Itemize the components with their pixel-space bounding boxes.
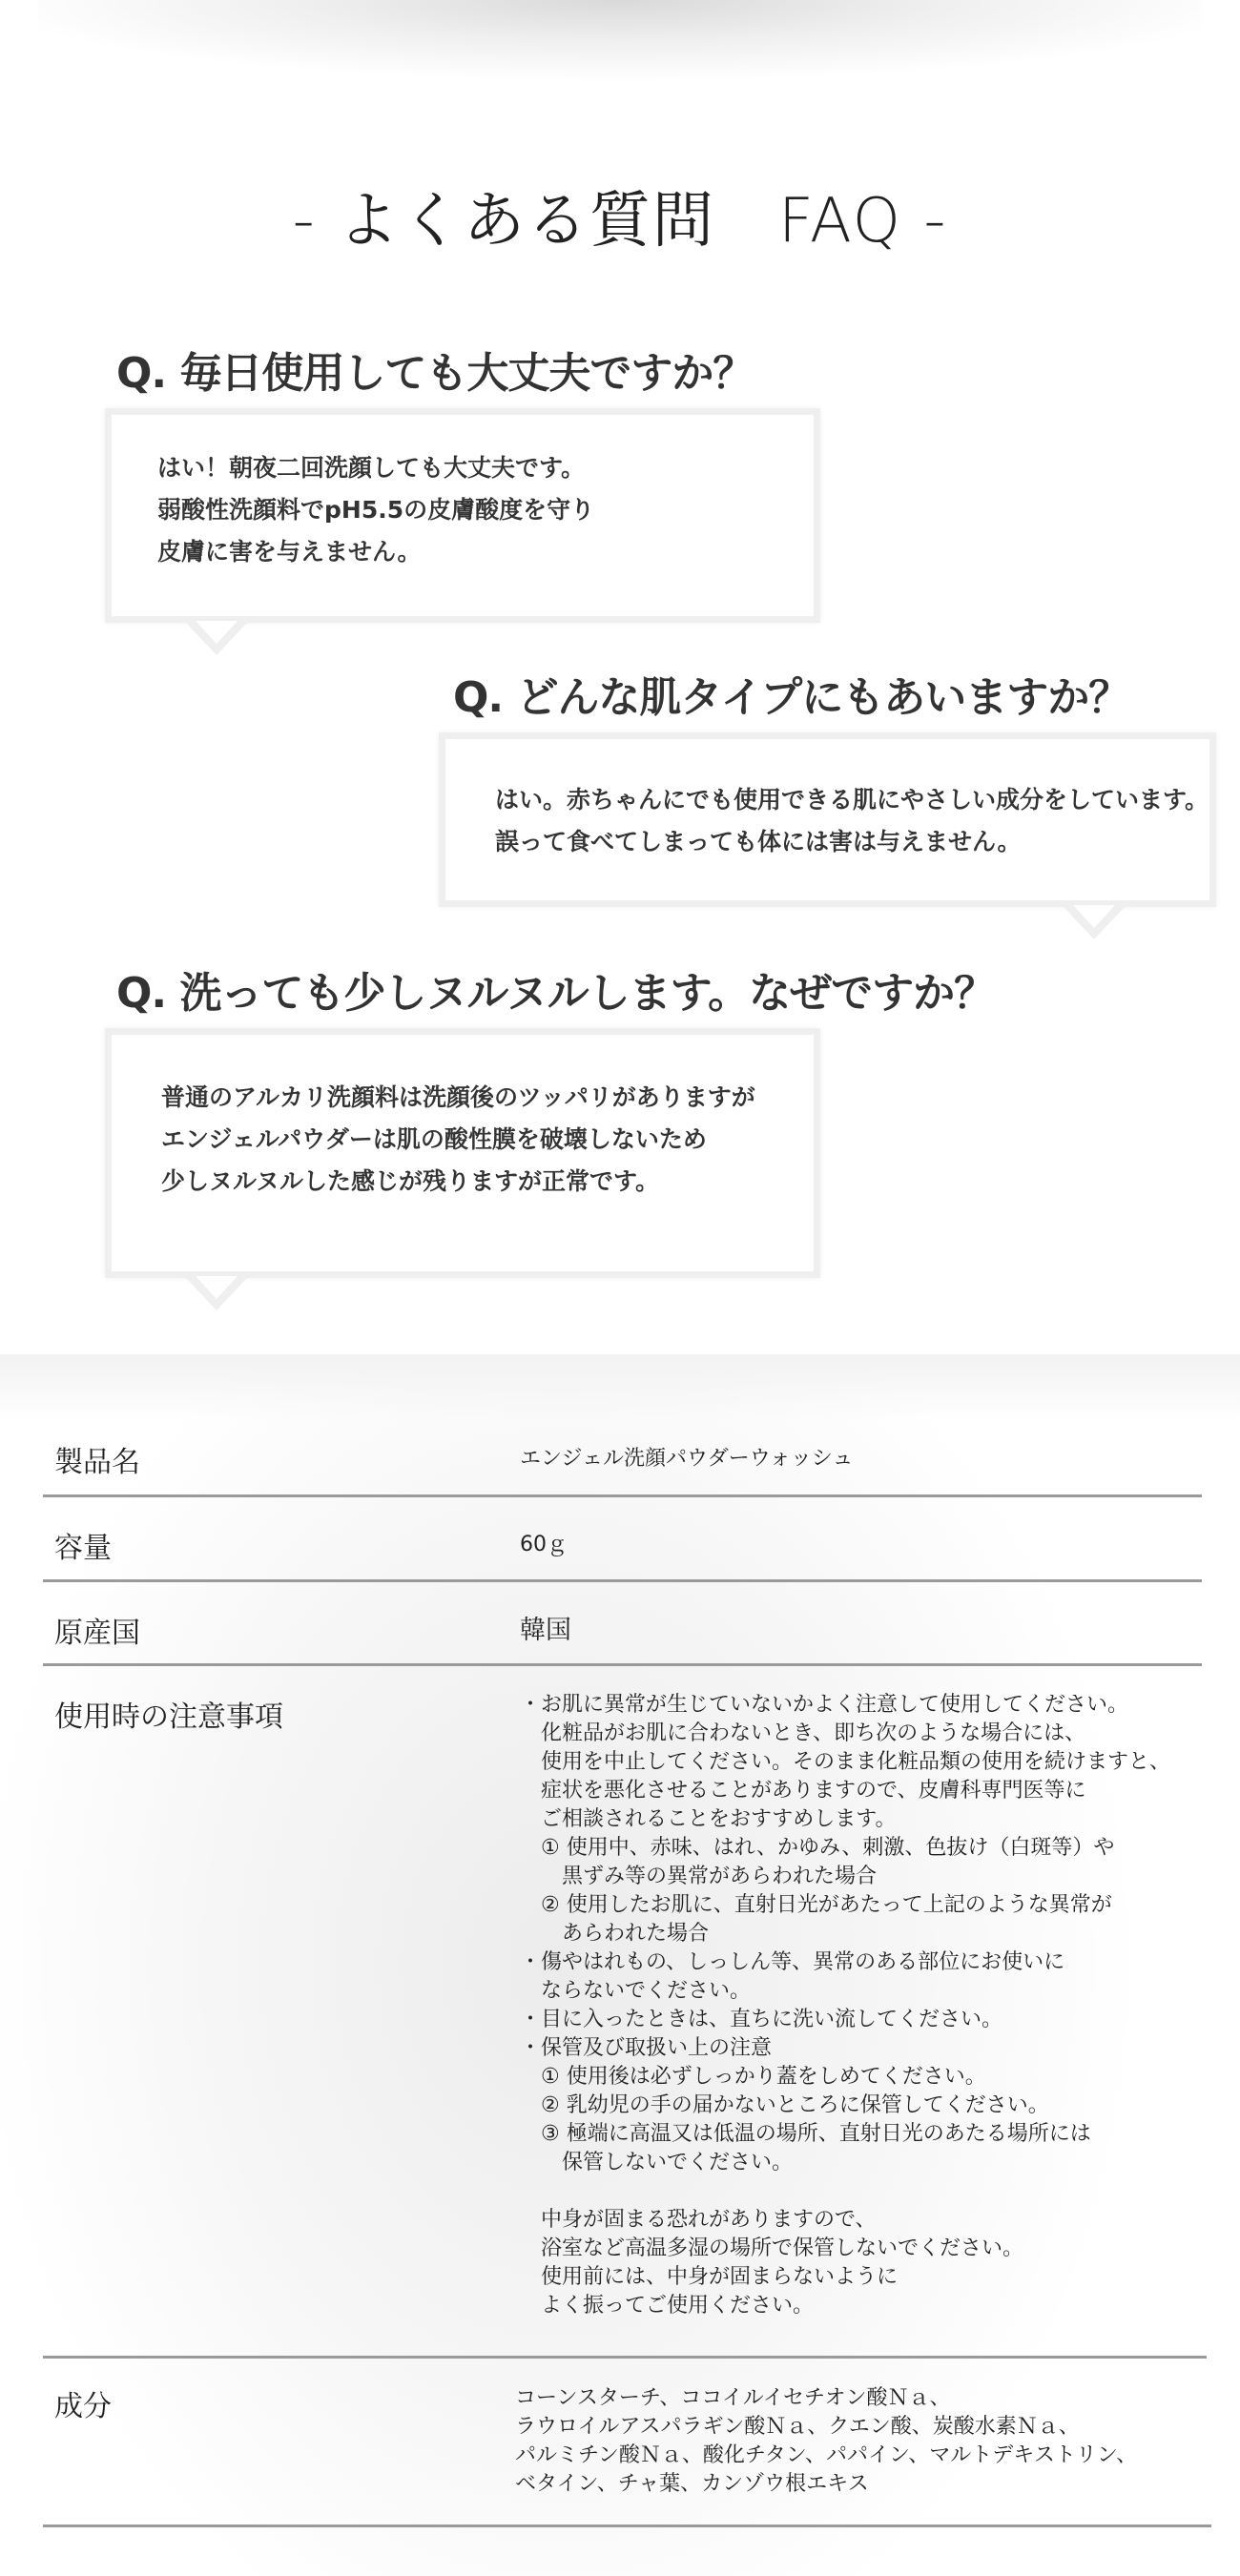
- faq-answer-bubble-2: [439, 732, 1216, 907]
- faq-question-1: Q. 毎日使用しても大丈夫ですか？: [116, 349, 754, 398]
- faq-title: - よくある質問 FAQ -: [292, 186, 948, 257]
- faq-answer-bubble-1: [105, 408, 820, 623]
- spec-divider: [43, 2524, 1211, 2527]
- spec-label: 容量: [54, 1532, 112, 1565]
- spec-value: 60ｇ: [520, 1533, 568, 1556]
- spec-value: コーンスターチ、ココイルイセチオン酸Ｎａ、 ラウロイルアスパラギン酸Ｎａ、クエン酸、炭酸水素Ｎａ、 パルミチン酸Ｎａ、酸化チタン、パパイン、マルトデキストリン、 ベタイン、チャ葉、カンゾウ根エキス: [515, 2386, 1138, 2496]
- spec-divider: [43, 1579, 1202, 1582]
- faq-answer-1: はい！朝夜二回洗顔しても大丈夫です。 弱酸性洗顔料でpH5.5の皮膚酸度を守り 皮膚に害を与えません。: [157, 454, 595, 566]
- top-shadow-decoration: [38, 0, 1202, 100]
- bubble-tail-1: [186, 623, 247, 655]
- spec-divider: [43, 1663, 1202, 1666]
- faq-question-2: Q. どんな肌タイプにもあいますか？: [453, 673, 1130, 722]
- spec-value: 韓国: [520, 1616, 571, 1645]
- spec-label: 製品名: [54, 1446, 140, 1479]
- spec-label: 成分: [54, 2390, 112, 2423]
- spec-value: エンジェル洗顔パウダーウォッシュ: [520, 1447, 854, 1471]
- spec-divider: [43, 1494, 1202, 1497]
- spec-value: ・お肌に異常が生じていないかよく注意して使用してください。 化粧品がお肌に合わないとき、即ち次のような場合には、 使用を中止してください。そのまま化粧品類の使用を続けますと、 症状を悪化させることがありますので、皮膚科専門医等に ご相談されることをおすすめします。 ① 使用中、赤味、はれ、かゆみ、刺激、色抜け（白斑等）や 黒ずみ等の異常があらわれた場合 ② 使用したお肌に、直射日光があたって上記のような異常が あらわれた場合 ・傷やはれもの、しっしん等、異常のある部位にお使いに ならないでください。 ・目に入ったときは、直ちに洗い流してください。 ・保管及び取扱い上の注意 ① 使用後は必ずしっかり蓋をしめてください。 ② 乳幼児の手の届かないところに保管してください。 ③ 極端に高温又は低温の場所、直射日光のあたる場所には 保管しないでください。 中身が固まる恐れがありますので、 浴室など高温多湿の場所で保管しないでください。 使用前には、中身が固まらないように よく振ってご使用ください。: [520, 1693, 1171, 2318]
- spec-label: 原産国: [54, 1617, 140, 1650]
- spec-label: 使用時の注意事項: [54, 1700, 283, 1734]
- bubble-tail-3: [186, 1278, 247, 1310]
- spec-divider: [43, 2356, 1207, 2359]
- faq-answer-3: 普通のアルカリ洗顔料は洗顔後のツッパリがありますが エンジェルパウダーは肌の酸性膜を破壊しないため 少しヌルヌルした感じが残りますが正常です。: [161, 1083, 755, 1195]
- faq-answer-bubble-3: [105, 1028, 820, 1278]
- bubble-tail-2: [1064, 907, 1125, 939]
- faq-question-3: Q. 洗っても少しヌルヌルします。なぜですか？: [116, 969, 996, 1018]
- spec-section-top-shade: [0, 1354, 1240, 1421]
- faq-answer-2: はい。赤ちゃんにでも使用できる肌にやさしい成分をしています。 誤って食べてしまっても体には害は与えません。: [495, 786, 1209, 855]
